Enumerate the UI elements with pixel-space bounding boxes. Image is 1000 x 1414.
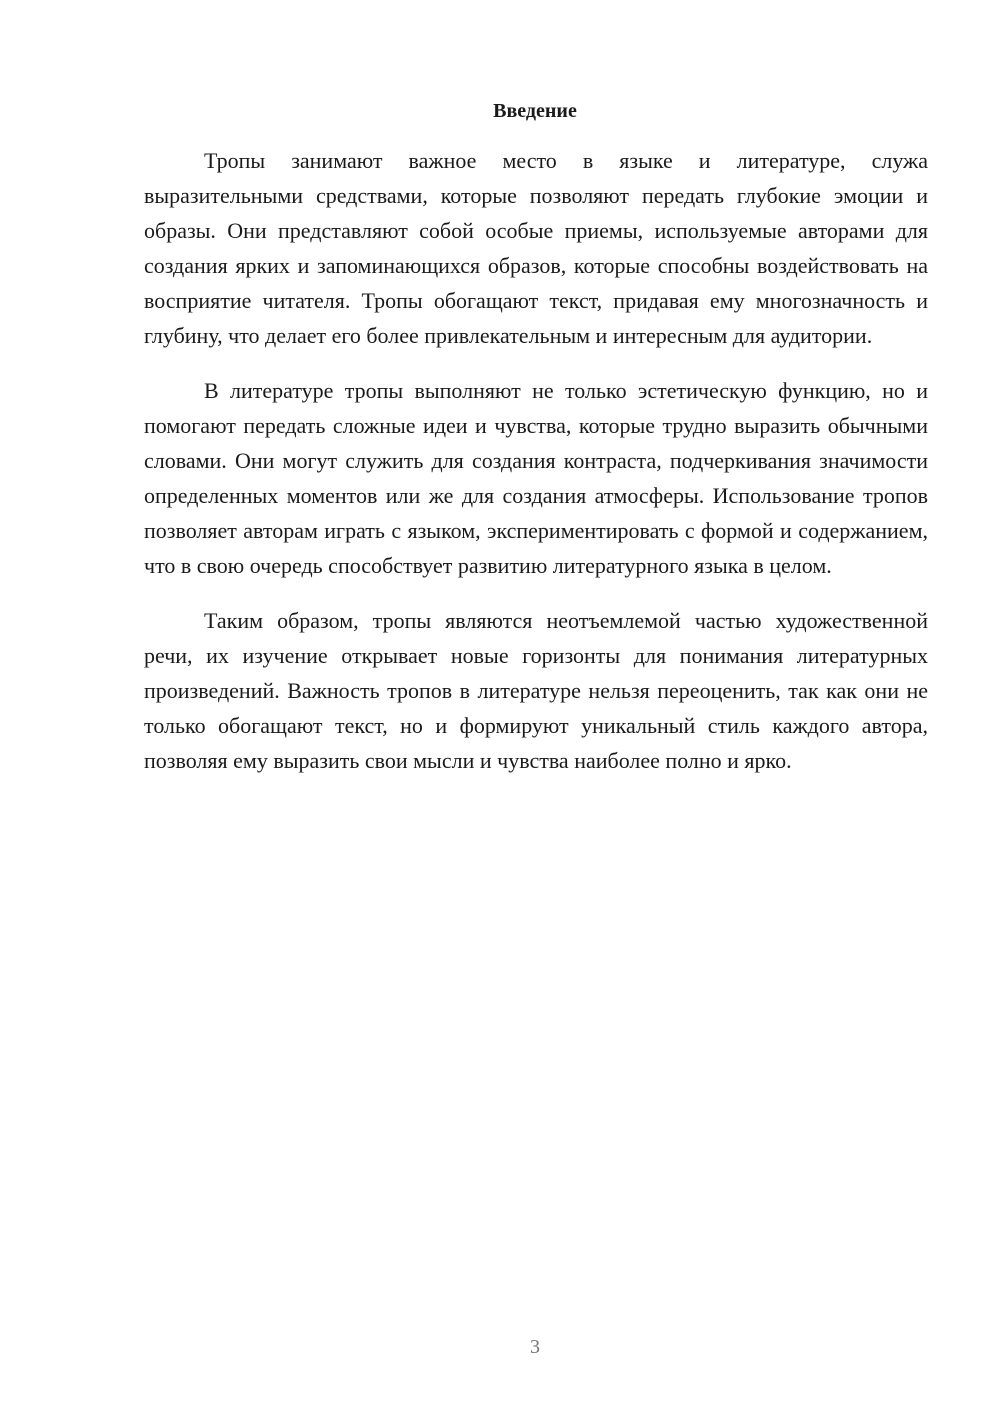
section-heading: Введение — [493, 100, 577, 122]
body-text — [144, 143, 928, 798]
paragraph: Тропы занимают важное место в языке и литературе, служа выразительными средствами, которые позволяют передать глубокие эмоции и образы. Они представляют собой особые приемы, используемые авторами для создания ярких и запоминающихся образов, которые способны воздействовать на восприятие читателя. Тропы обогащают текст, придавая ему многозначность и глубину, что делает его более привлекательным и интересным для аудитории. — [144, 148, 928, 348]
paragraph: В литературе тропы выполняют не только эстетическую функцию, но и помогают передать сложные идеи и чувства, которые трудно выразить обычными словами. Они могут служить для создания контраста, подчеркивания значимости определенных моментов или же для создания атмосферы. Использование тропов позволяет авторам играть с языком, экспериментировать с формой и содержанием, что в свою очередь способствует развитию литературного языка в целом. — [144, 378, 928, 578]
page-number: 3 — [530, 1336, 540, 1358]
paragraph: Таким образом, тропы являются неотъемлемой частью художественной речи, их изучение открывает новые горизонты для понимания литературных произведений. Важность тропов в литературе нельзя переоценить, так как они не только обогащают текст, но и формируют уникальный стиль каждого автора, позволяя ему выразить свои мысли и чувства наиболее полно и ярко. — [144, 608, 928, 773]
